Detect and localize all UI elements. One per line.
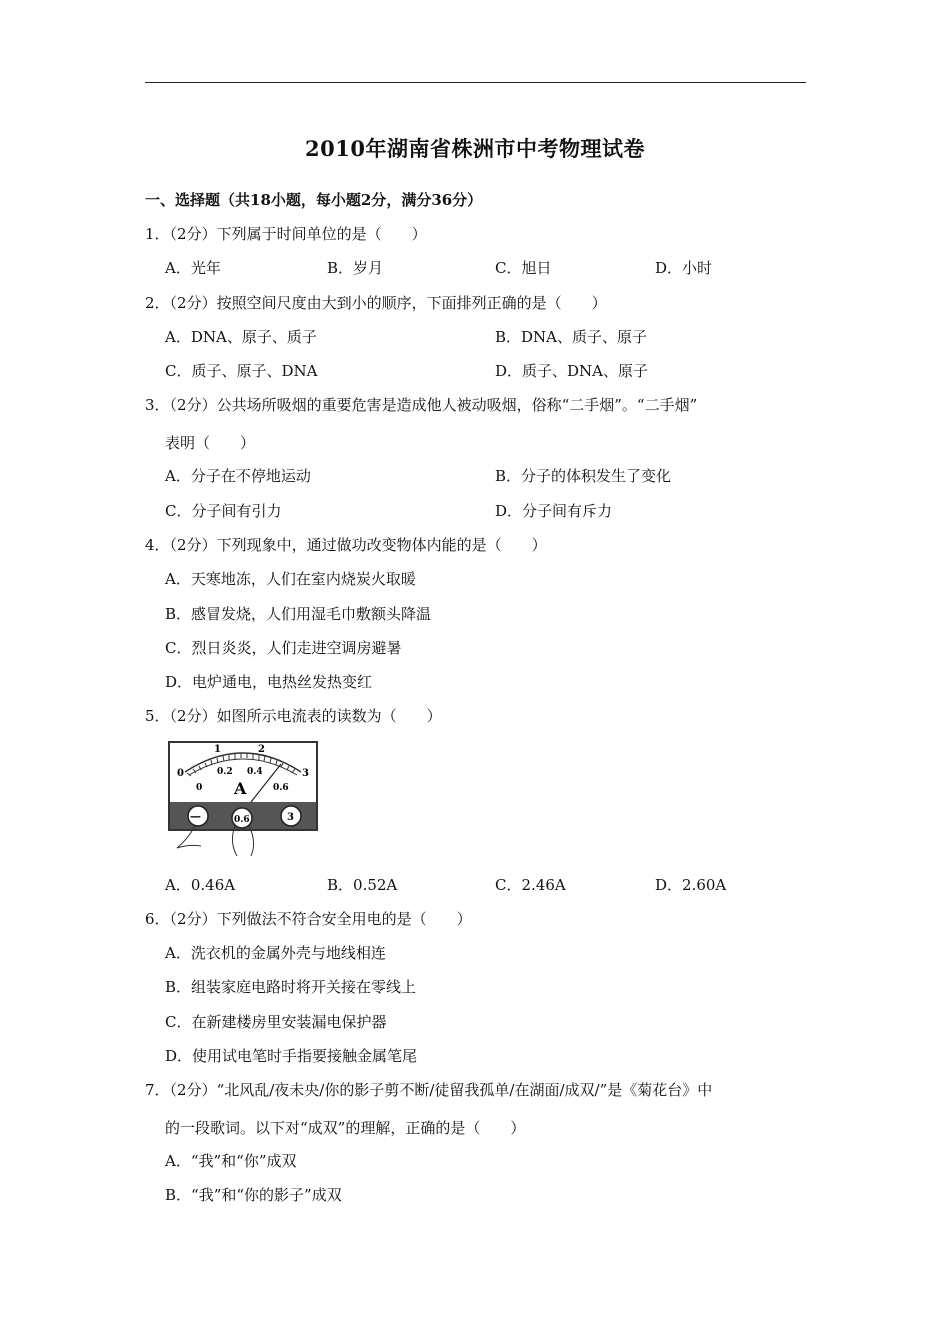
q7-option-b: B．“我”和“你的影子”成双 bbox=[165, 1186, 342, 1204]
q5-option-d: D．2.60A bbox=[655, 876, 727, 894]
upper-tick-3: 3 bbox=[302, 768, 309, 779]
q4-option-b: B．感冒发烧，人们用湿毛巾敷额头降温 bbox=[165, 605, 432, 623]
q1-option-b: B．岁月 bbox=[327, 259, 384, 277]
header-rule bbox=[145, 82, 806, 83]
q3-option-a: A．分子在不停地运动 bbox=[165, 467, 311, 485]
unit-label: A bbox=[234, 779, 247, 798]
lower-tick-0-4: 0.4 bbox=[247, 767, 263, 777]
q3-option-b: B．分子的体积发生了变化 bbox=[495, 467, 672, 485]
q6-option-a: A．洗衣机的金属外壳与地线相连 bbox=[165, 944, 386, 962]
q1-stem: 1．（2分）下列属于时间单位的是（ ） bbox=[145, 225, 427, 243]
q6-option-b: B．组装家庭电路时将开关接在零线上 bbox=[165, 978, 417, 996]
q2-option-c: C．质子、原子、DNA bbox=[165, 362, 318, 380]
upper-tick-0: 0 bbox=[177, 768, 184, 779]
terminal-3-label: 3 bbox=[287, 812, 294, 823]
q2-option-d: D．质子、DNA、原子 bbox=[495, 362, 649, 380]
lower-tick-0-6: 0.6 bbox=[273, 783, 289, 793]
q2-stem: 2．（2分）按照空间尺度由大到小的顺序，下面排列正确的是（ ） bbox=[145, 294, 607, 312]
q6-option-d: D．使用试电笔时手指要接触金属笔尾 bbox=[165, 1047, 418, 1065]
q5-option-b: B．0.52A bbox=[327, 876, 398, 894]
q4-option-d: D．电炉通电，电热丝发热变红 bbox=[165, 673, 373, 691]
q7-option-a: A．“我”和“你”成双 bbox=[165, 1152, 297, 1170]
q3-option-c: C．分子间有引力 bbox=[165, 502, 282, 520]
q3-option-d: D．分子间有斥力 bbox=[495, 502, 613, 520]
q5-stem: 5．（2分）如图所示电流表的读数为（ ） bbox=[145, 707, 442, 725]
q6-stem: 6．（2分）下列做法不符合安全用电的是（ ） bbox=[145, 910, 472, 928]
upper-tick-1: 1 bbox=[214, 744, 221, 755]
q7-stem-line2: 的一段歌词。以下对“成双”的理解，正确的是（ ） bbox=[165, 1119, 526, 1137]
q3-stem-line2: 表明（ ） bbox=[165, 434, 256, 452]
q1-option-c: C．旭日 bbox=[495, 259, 552, 277]
ammeter-figure bbox=[165, 738, 325, 870]
q4-option-a: A．天寒地冻，人们在室内烧炭火取暖 bbox=[165, 570, 416, 588]
q4-option-c: C．烈日炎炎，人们走进空调房避暑 bbox=[165, 639, 402, 657]
terminal-0-6-label: 0.6 bbox=[234, 815, 250, 825]
q1-option-d: D．小时 bbox=[655, 259, 713, 277]
q6-option-c: C．在新建楼房里安装漏电保护器 bbox=[165, 1013, 387, 1031]
q5-option-a: A．0.46A bbox=[165, 876, 236, 894]
q4-stem: 4．（2分）下列现象中，通过做功改变物体内能的是（ ） bbox=[145, 536, 547, 554]
q3-stem-line1: 3．（2分）公共场所吸烟的重要危害是造成他人被动吸烟，俗称“二手烟”。“二手烟” bbox=[145, 396, 698, 414]
q7-stem-line1: 7．（2分）“北风乱/夜未央/你的影子剪不断/徒留我孤单/在湖面/成双/”是《菊花台》中 bbox=[145, 1081, 713, 1099]
page-title: 2010年湖南省株洲市中考物理试卷 bbox=[305, 136, 645, 161]
section-heading: 一、选择题（共18小题，每小题2分，满分36分） bbox=[145, 191, 483, 209]
q5-option-c: C．2.46A bbox=[495, 876, 566, 894]
lower-tick-0: 0 bbox=[196, 783, 203, 793]
q2-option-a: A．DNA、原子、质子 bbox=[165, 328, 317, 346]
upper-tick-2: 2 bbox=[258, 744, 265, 755]
terminal-negative-label: — bbox=[190, 810, 201, 823]
q2-option-b: B．DNA、质子、原子 bbox=[495, 328, 648, 346]
q1-option-a: A．光年 bbox=[165, 259, 221, 277]
lower-tick-0-2: 0.2 bbox=[217, 767, 233, 777]
